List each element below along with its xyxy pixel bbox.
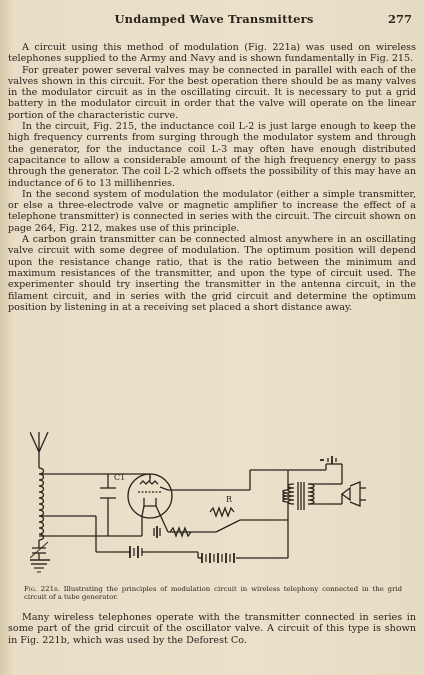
microphone-icon bbox=[326, 482, 366, 506]
page-number: 277 bbox=[387, 12, 412, 26]
paragraph-1: A circuit using this method of modulation (Fig. 221a) was used on wireless telephones supplied to the Army and Navy and is shown fundamentally in Fig. 215. bbox=[8, 42, 416, 65]
c1-label: C1 bbox=[114, 473, 126, 482]
circuit-diagram bbox=[30, 432, 396, 582]
modulation-transformer bbox=[283, 482, 326, 510]
running-title: Undamped Wave Transmitters bbox=[114, 12, 314, 26]
closing-text bbox=[8, 612, 416, 646]
circuit-wiring bbox=[39, 470, 326, 558]
paragraph-6: Many wireless telephones operate with the transmitter connected in series in some part of the grid circuit of the oscillator valve. A circuit of this type is shown in Fig. 221b, which was used by the Deforest Co. bbox=[8, 612, 416, 646]
r-label: R bbox=[226, 495, 233, 504]
paragraph-3: In the circuit, Fig. 215, the inductance coil L-2 is just large enough to keep the high frequency currents from surging through the modulator system and through the generator, for the inductance coil L-3 may often have enough distributed capacitance to allow a considerable amount of the high frequency energy to pass through the generator. The coil L-2 which offsets the possibility of this may have an inductance of 6 to 13 millihenries. bbox=[8, 121, 416, 189]
grid-battery bbox=[130, 546, 142, 558]
plate-battery bbox=[198, 553, 240, 563]
paragraph-2: For greater power several valves may be connected in parallel with each of the valves shown in this circuit. For the best operation there should be as many valves in the modulator circuit as in the oscillating circuit. It is necessary to put a grid battery in the modulator circuit in order that the valve will operate on the linear portion of the characteristic curve. bbox=[8, 64, 416, 121]
paragraph-5: A carbon grain transmitter can be connected almost anywhere in an oscillating valve circuit with some degree of modulation. The optimum position will depend upon the resistance change ratio, that is the ratio between the minimum and maximum resistances of the transmitter, and upon the type of circuit used. The experimenter should try inserting the transmitter in the antenna circuit, in the filament circuit, and in series with the grid circuit and determine the optimum position by listening in at a receiving set placed a short distance away. bbox=[8, 234, 416, 313]
caption-text: Illustrating the principles of modulation circuit in wireless telephony connected in the grid circuit of a tube generator. bbox=[24, 585, 402, 602]
running-header bbox=[14, 12, 414, 28]
capacitor-c1 bbox=[100, 488, 116, 498]
ground-symbol bbox=[30, 560, 50, 572]
caption-figure-label: Fig. 221b. bbox=[24, 585, 60, 593]
figure-caption bbox=[24, 585, 402, 602]
filament-battery bbox=[154, 526, 160, 538]
resistor-r bbox=[210, 508, 234, 516]
paragraph-4: In the second system of modulation the modulator (either a simple transmitter, or else a three-electrode valve or magnetic amplifier to increase the effect of a telephone transmitter) is connected in series with the circuit. The circuit shown on page 264, Fig. 212, makes use of this principle. bbox=[8, 188, 416, 234]
vacuum-tube bbox=[128, 474, 172, 532]
antenna-coil bbox=[39, 460, 44, 548]
main-text bbox=[8, 42, 416, 313]
antenna-symbol bbox=[30, 432, 48, 460]
